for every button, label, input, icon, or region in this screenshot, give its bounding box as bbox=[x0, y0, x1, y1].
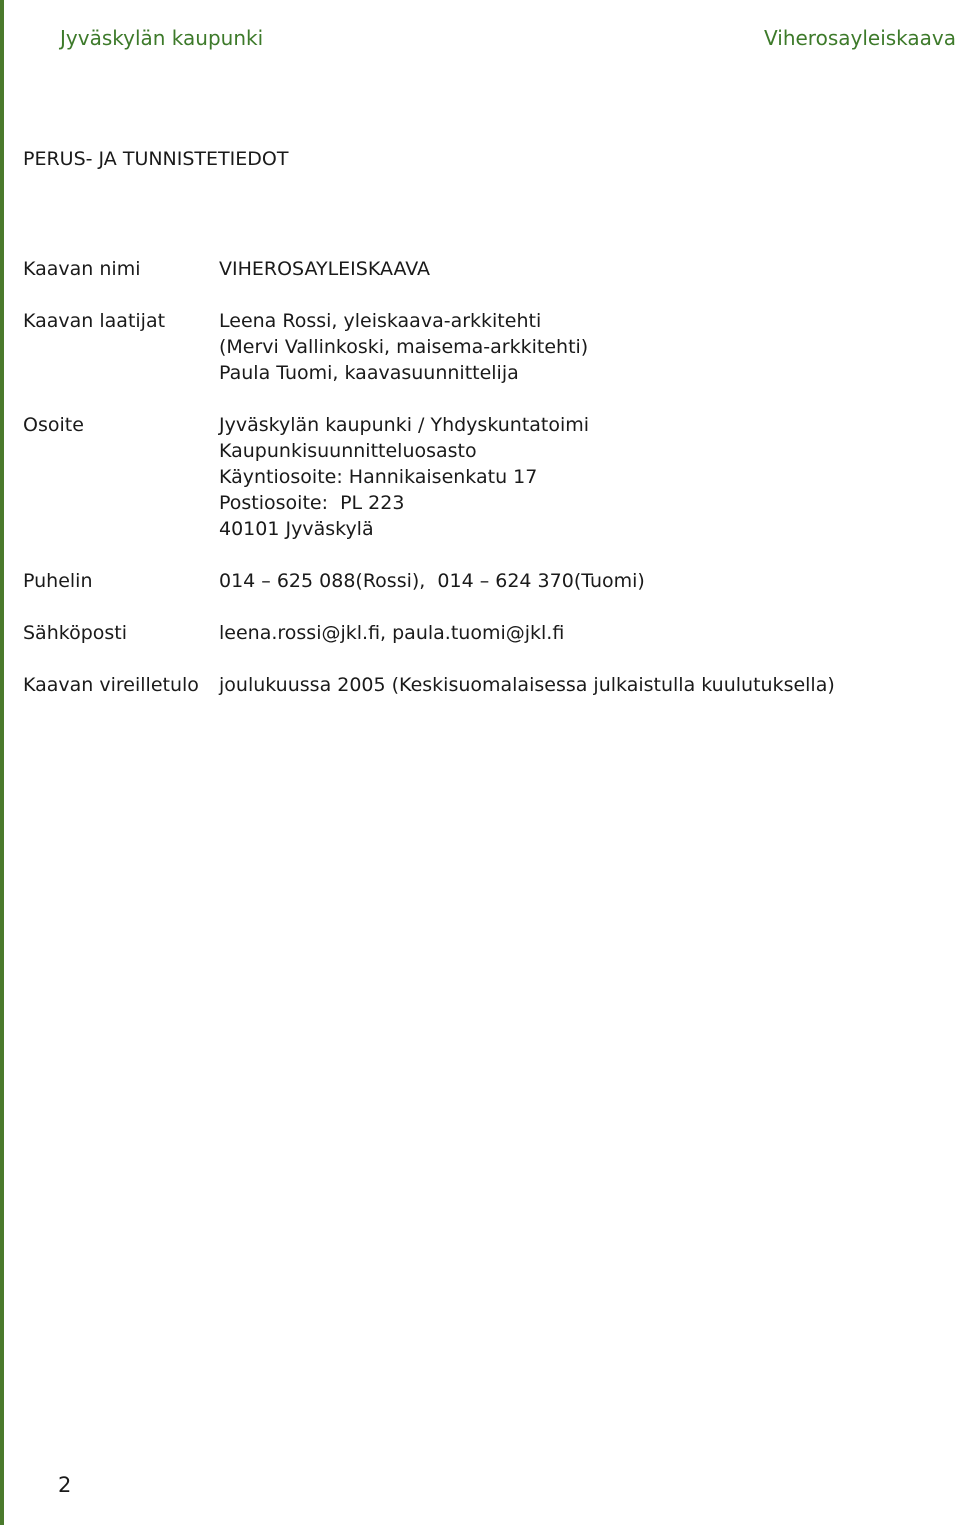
field-value-email bbox=[219, 620, 564, 646]
field-value-plan-name bbox=[219, 256, 430, 282]
field-value-phone bbox=[219, 568, 645, 594]
field-value-line: Postiosoite: PL 223 bbox=[219, 492, 405, 514]
field-label-email: Sähköposti bbox=[23, 622, 128, 644]
field-value-address bbox=[219, 412, 589, 542]
page-number: 2 bbox=[58, 1473, 72, 1497]
left-margin-rule bbox=[0, 0, 4, 1525]
field-value-line: Paula Tuomi, kaavasuunnittelija bbox=[219, 362, 519, 384]
field-value-line: Leena Rossi, yleiskaava-arkkitehti bbox=[219, 310, 542, 332]
field-value-line: Jyväskylän kaupunki / Yhdyskuntatoimi bbox=[219, 414, 590, 436]
field-value-line: Kaupunkisuunnitteluosasto bbox=[219, 440, 477, 462]
field-value-line: joulukuussa 2005 (Keskisuomalaisessa julkaistulla kuulutuksella) bbox=[219, 674, 835, 696]
header-document-title: Viherosayleiskaava bbox=[764, 26, 956, 50]
field-label-initiation: Kaavan vireilletulo bbox=[23, 674, 199, 696]
field-value-line: Käyntiosoite: Hannikaisenkatu 17 bbox=[219, 466, 538, 488]
field-label-plan-name: Kaavan nimi bbox=[23, 258, 141, 280]
field-value-line: (Mervi Vallinkoski, maisema-arkkitehti) bbox=[219, 336, 589, 358]
field-value-line: 014 – 625 088(Rossi), 014 – 624 370(Tuomi) bbox=[219, 570, 645, 592]
field-label-address: Osoite bbox=[23, 414, 84, 436]
field-value-line: leena.rossi@jkl.fi, paula.tuomi@jkl.fi bbox=[219, 622, 565, 644]
header-organization: Jyväskylän kaupunki bbox=[60, 26, 264, 50]
field-value-authors bbox=[219, 308, 588, 386]
field-value-line: VIHEROSAYLEISKAAVA bbox=[219, 258, 431, 280]
field-label-phone: Puhelin bbox=[23, 570, 93, 592]
section-title: PERUS- JA TUNNISTETIEDOT bbox=[23, 148, 289, 170]
field-value-initiation bbox=[219, 672, 835, 698]
field-label-authors: Kaavan laatijat bbox=[23, 310, 166, 332]
field-value-line: 40101 Jyväskylä bbox=[219, 518, 374, 540]
